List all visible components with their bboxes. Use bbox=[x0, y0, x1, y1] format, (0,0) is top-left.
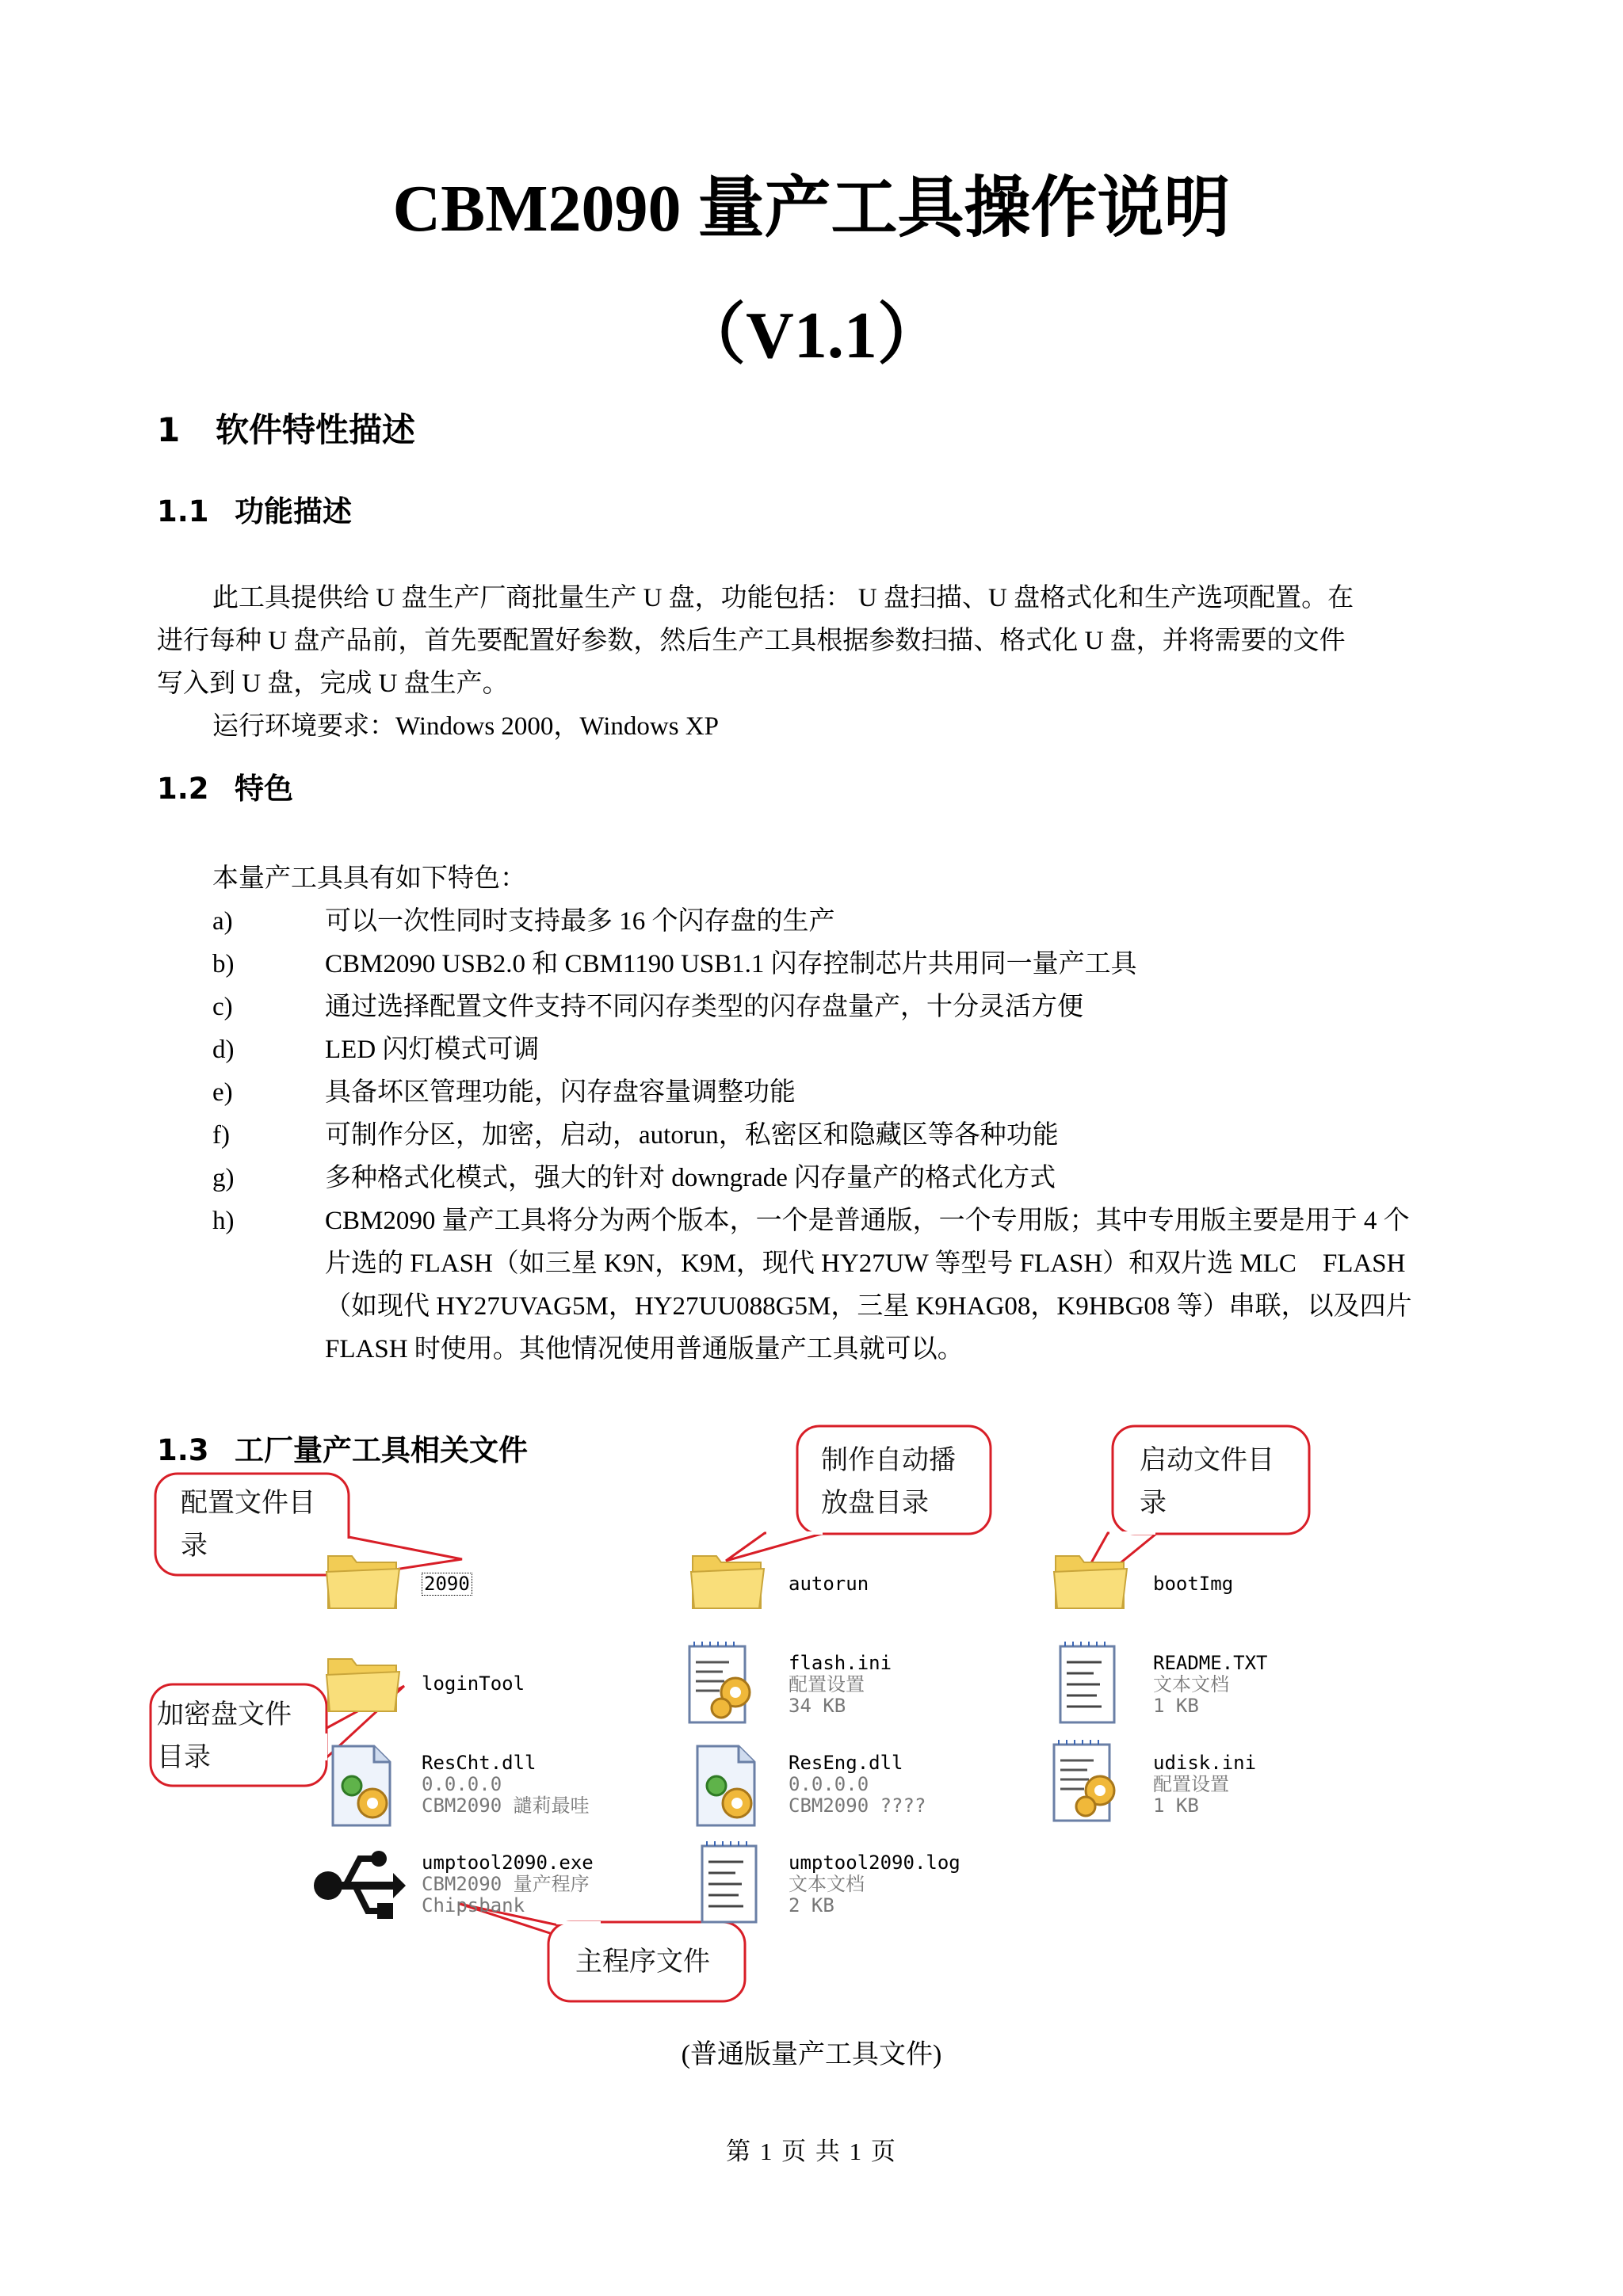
paragraph-line: 写入到 U 盘，完成 U 盘生产。 bbox=[157, 669, 509, 698]
text-file-icon[interactable] bbox=[696, 1841, 767, 1928]
file-info-flash-ini[interactable] bbox=[789, 1653, 892, 1717]
file-name: README.TXT bbox=[1153, 1652, 1268, 1674]
callout-main-program bbox=[575, 1940, 710, 1983]
folder-icon[interactable] bbox=[325, 1545, 401, 1611]
callout-boot-dir bbox=[1140, 1439, 1274, 1524]
file-version: 0.0.0.0 bbox=[789, 1773, 869, 1795]
paragraph-line: 运行环境要求：Windows 2000，Windows XP bbox=[212, 712, 720, 741]
file-info-reseng[interactable] bbox=[789, 1753, 926, 1817]
callout-line: 放盘目录 bbox=[821, 1487, 929, 1519]
file-name-logintool[interactable]: loginTool bbox=[422, 1672, 525, 1695]
file-version: 0.0.0.0 bbox=[422, 1773, 502, 1795]
list-text: 片选的 FLASH（如三星 K9N，K9M，现代 HY27UW 等型号 FLASH）和双片选 MLC FLASH bbox=[325, 1249, 1406, 1278]
paragraph-line: 进行每种 U 盘产品前，首先要配置好参数，然后生产工具根据参数扫描、格式化 U 盘，并将需要的文件 bbox=[157, 627, 1346, 655]
file-name: ResCht.dll bbox=[422, 1752, 537, 1774]
list-text: FLASH 时使用。其他情况使用普通版量产工具就可以。 bbox=[325, 1335, 964, 1363]
file-type: 文本文档 bbox=[1153, 1673, 1229, 1695]
file-info-udisk[interactable] bbox=[1153, 1753, 1256, 1817]
callout-line: 制作自动播 bbox=[821, 1444, 956, 1476]
document-version: （V1.1） bbox=[679, 299, 944, 372]
folder-icon[interactable] bbox=[1052, 1545, 1128, 1611]
file-size: 1 KB bbox=[1153, 1794, 1199, 1817]
section-number: 1 bbox=[157, 410, 181, 449]
config-file-icon[interactable] bbox=[683, 1642, 762, 1729]
callout-line: 目录 bbox=[157, 1741, 211, 1773]
list-marker: e) bbox=[212, 1078, 233, 1107]
folder-icon[interactable] bbox=[689, 1545, 766, 1611]
callout-line: 配置文件目 bbox=[181, 1487, 315, 1519]
file-type: 配置设置 bbox=[789, 1673, 865, 1695]
file-size: 34 KB bbox=[789, 1695, 846, 1717]
section-title: 工厂量产工具相关文件 bbox=[235, 1433, 528, 1467]
dll-file-icon[interactable] bbox=[691, 1743, 767, 1830]
file-info-umptool-exe[interactable] bbox=[422, 1852, 594, 1917]
callout-line: 录 bbox=[1140, 1487, 1167, 1519]
file-name-autorun[interactable]: autorun bbox=[789, 1573, 869, 1595]
list-marker: f) bbox=[212, 1121, 230, 1150]
folder-icon[interactable] bbox=[325, 1648, 401, 1714]
section-number: 1.1 bbox=[157, 494, 209, 528]
list-text: 多种格式化模式，强大的针对 downgrade 闪存量产的格式化方式 bbox=[325, 1164, 1056, 1192]
file-description: CBM2090 量产程序 bbox=[422, 1873, 590, 1895]
list-intro: 本量产工具具有如下特色： bbox=[212, 864, 526, 893]
list-marker: c) bbox=[212, 993, 233, 1021]
list-text: 可以一次性同时支持最多 16 个闪存盘的生产 bbox=[325, 907, 835, 936]
list-text: 可制作分区，加密，启动，autorun，私密区和隐藏区等各种功能 bbox=[325, 1121, 1059, 1150]
list-text: CBM2090 USB2.0 和 CBM1190 USB1.1 闪存控制芯片共用同一量产工具 bbox=[325, 950, 1137, 978]
figure-caption: (普通版量产工具文件) bbox=[681, 2040, 942, 2069]
list-marker: b) bbox=[212, 950, 235, 978]
list-marker: h) bbox=[212, 1207, 235, 1235]
file-name: flash.ini bbox=[789, 1652, 892, 1674]
section-number: 1.3 bbox=[157, 1433, 209, 1467]
file-type: 文本文档 bbox=[789, 1873, 865, 1895]
file-name: umptool2090.log bbox=[789, 1852, 960, 1874]
list-text: （如现代 HY27UVAG5M，HY27UU088G5M，三星 K9HAG08，K9HBG08 等）串联，以及四片 bbox=[325, 1292, 1412, 1321]
list-text: 通过选择配置文件支持不同闪存类型的闪存盘量产，十分灵活方便 bbox=[325, 993, 1083, 1021]
file-name: udisk.ini bbox=[1153, 1752, 1257, 1774]
section-number: 1.2 bbox=[157, 772, 209, 806]
section-title: 软件特性描述 bbox=[216, 410, 416, 449]
document-title: CBM2090 量产工具操作说明 bbox=[392, 172, 1231, 246]
callout-line: 加密盘文件 bbox=[157, 1699, 292, 1730]
callout-line: 启动文件目 bbox=[1140, 1444, 1274, 1476]
file-size: 1 KB bbox=[1153, 1695, 1199, 1717]
file-info-umptool-log[interactable] bbox=[789, 1852, 960, 1917]
callout-config-dir bbox=[181, 1482, 315, 1567]
callout-encrypt-dir bbox=[157, 1693, 292, 1779]
section-title: 功能描述 bbox=[235, 494, 352, 528]
file-type: 配置设置 bbox=[1153, 1773, 1229, 1795]
list-marker: d) bbox=[212, 1035, 235, 1064]
text-file-icon[interactable] bbox=[1054, 1642, 1125, 1729]
file-name: umptool2090.exe bbox=[422, 1852, 594, 1874]
file-name: ResEng.dll bbox=[789, 1752, 903, 1774]
config-file-icon[interactable] bbox=[1048, 1740, 1127, 1827]
list-text: CBM2090 量产工具将分为两个版本，一个是普通版，一个专用版；其中专用版主要是用于 4 个 bbox=[325, 1207, 1410, 1235]
dll-file-icon[interactable] bbox=[327, 1743, 403, 1830]
usb-icon[interactable] bbox=[311, 1844, 406, 1927]
list-text: LED 闪灯模式可调 bbox=[325, 1035, 540, 1064]
file-size: 2 KB bbox=[789, 1894, 834, 1917]
list-text: 具备坏区管理功能，闪存盘容量调整功能 bbox=[325, 1078, 796, 1107]
section-title: 特色 bbox=[235, 772, 293, 806]
file-description: CBM2090 譴莉最哇 bbox=[422, 1794, 590, 1817]
file-company: Chipsbank bbox=[422, 1894, 525, 1917]
list-marker: g) bbox=[212, 1164, 235, 1192]
file-info-rescht[interactable] bbox=[422, 1753, 590, 1817]
file-name-2090[interactable]: 2090 bbox=[422, 1573, 472, 1596]
page-footer: 第 1 页 共 1 页 bbox=[726, 2138, 897, 2165]
paragraph-line: 此工具提供给 U 盘生产厂商批量生产 U 盘，功能包括： U 盘扫描、U 盘格式化和生产选项配置。在 bbox=[212, 584, 1354, 612]
callout-line: 录 bbox=[181, 1530, 208, 1562]
file-description: CBM2090 ???? bbox=[789, 1794, 926, 1817]
callout-autorun-dir bbox=[821, 1439, 956, 1524]
file-name-bootimg[interactable]: bootImg bbox=[1153, 1573, 1234, 1595]
list-marker: a) bbox=[212, 907, 233, 936]
file-info-readme[interactable] bbox=[1153, 1653, 1268, 1717]
callout-line: 主程序文件 bbox=[575, 1946, 710, 1978]
